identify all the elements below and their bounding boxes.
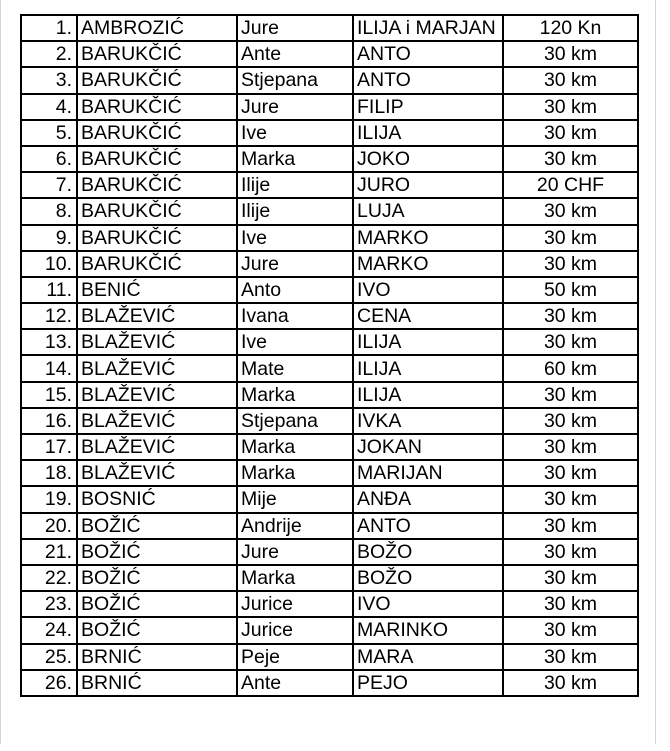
father-name-cell[interactable]: Peje (237, 644, 353, 670)
surname-cell[interactable]: BOSNIĆ (77, 486, 237, 512)
first-name-cell[interactable]: IVO (353, 591, 503, 617)
first-name-cell[interactable]: ANTO (353, 513, 503, 539)
table-row (21, 355, 638, 381)
table-row (21, 408, 638, 434)
surname-cell[interactable]: BLAŽEVIĆ (77, 382, 237, 408)
table-row (21, 15, 638, 41)
row-number-cell[interactable]: 20. (21, 513, 77, 539)
row-number-cell[interactable]: 7. (21, 172, 77, 198)
father-name-cell[interactable]: Ilije (237, 172, 353, 198)
father-name-cell[interactable]: Stjepana (237, 67, 353, 93)
first-name-cell[interactable]: JOKAN (353, 434, 503, 460)
row-number-cell[interactable]: 26. (21, 670, 77, 696)
gridline-right (655, 0, 656, 751)
father-name-cell[interactable]: Marka (237, 146, 353, 172)
father-name-cell[interactable]: Ante (237, 41, 353, 67)
table-row (21, 277, 638, 303)
table-row (21, 539, 638, 565)
row-number-cell[interactable]: 11. (21, 277, 77, 303)
amount-cell[interactable]: 30 km (503, 146, 638, 172)
donor-table-body (21, 15, 638, 696)
amount-cell[interactable]: 30 km (503, 565, 638, 591)
surname-cell[interactable]: BARUKČIĆ (77, 67, 237, 93)
amount-cell[interactable]: 30 km (503, 644, 638, 670)
first-name-cell[interactable]: ANTO (353, 41, 503, 67)
surname-cell[interactable]: BENIĆ (77, 277, 237, 303)
surname-cell[interactable]: BARUKČIĆ (77, 225, 237, 251)
table-row (21, 146, 638, 172)
table-row (21, 94, 638, 120)
row-number-cell[interactable]: 6. (21, 146, 77, 172)
row-number-cell[interactable]: 12. (21, 303, 77, 329)
amount-cell[interactable]: 30 km (503, 120, 638, 146)
amount-cell[interactable]: 30 km (503, 591, 638, 617)
table-row (21, 434, 638, 460)
table-row (21, 565, 638, 591)
row-number-cell[interactable]: 19. (21, 486, 77, 512)
surname-cell[interactable]: BOŽIĆ (77, 565, 237, 591)
table-row (21, 670, 638, 696)
surname-cell[interactable]: BLAŽEVIĆ (77, 434, 237, 460)
amount-cell[interactable]: 30 km (503, 670, 638, 696)
row-number-cell[interactable]: 8. (21, 198, 77, 224)
amount-cell[interactable]: 20 CHF (503, 172, 638, 198)
first-name-cell[interactable]: ILIJA (353, 355, 503, 381)
father-name-cell[interactable]: Marka (237, 460, 353, 486)
surname-cell[interactable]: BARUKČIĆ (77, 251, 237, 277)
surname-cell[interactable]: BARUKČIĆ (77, 120, 237, 146)
surname-cell[interactable]: BOŽIĆ (77, 513, 237, 539)
amount-cell[interactable]: 30 km (503, 41, 638, 67)
table-row (21, 120, 638, 146)
amount-cell[interactable]: 30 km (503, 539, 638, 565)
table-row (21, 591, 638, 617)
surname-cell[interactable]: BLAŽEVIĆ (77, 460, 237, 486)
first-name-cell[interactable]: MARA (353, 644, 503, 670)
row-number-cell[interactable]: 24. (21, 617, 77, 643)
father-name-cell[interactable]: Jure (237, 251, 353, 277)
first-name-cell[interactable]: ILIJA (353, 329, 503, 355)
surname-cell[interactable]: BRNIĆ (77, 644, 237, 670)
amount-cell[interactable]: 30 km (503, 513, 638, 539)
father-name-cell[interactable]: Marka (237, 382, 353, 408)
row-number-cell[interactable]: 4. (21, 94, 77, 120)
first-name-cell[interactable]: MARKO (353, 225, 503, 251)
father-name-cell[interactable]: Mate (237, 355, 353, 381)
father-name-cell[interactable]: Mije (237, 486, 353, 512)
table-row (21, 198, 638, 224)
surname-cell[interactable]: BOŽIĆ (77, 539, 237, 565)
father-name-cell[interactable]: Jure (237, 15, 353, 41)
row-number-cell[interactable]: 9. (21, 225, 77, 251)
surname-cell[interactable]: BARUKČIĆ (77, 172, 237, 198)
first-name-cell[interactable]: ANTO (353, 67, 503, 93)
first-name-cell[interactable]: IVO (353, 277, 503, 303)
donor-table (20, 14, 639, 697)
father-name-cell[interactable]: Ante (237, 670, 353, 696)
first-name-cell[interactable]: MARKO (353, 251, 503, 277)
table-row (21, 513, 638, 539)
amount-cell[interactable]: 30 km (503, 434, 638, 460)
father-name-cell[interactable]: Ive (237, 225, 353, 251)
first-name-cell[interactable]: BOŽO (353, 565, 503, 591)
amount-cell[interactable]: 30 km (503, 198, 638, 224)
row-number-cell[interactable]: 25. (21, 644, 77, 670)
row-number-cell[interactable]: 3. (21, 67, 77, 93)
first-name-cell[interactable]: ILIJA (353, 120, 503, 146)
father-name-cell[interactable]: Ive (237, 329, 353, 355)
surname-cell[interactable]: BARUKČIĆ (77, 94, 237, 120)
father-name-cell[interactable]: Stjepana (237, 408, 353, 434)
row-number-cell[interactable]: 1. (21, 15, 77, 41)
table-row (21, 460, 638, 486)
table-row (21, 617, 638, 643)
first-name-cell[interactable]: ANĐA (353, 486, 503, 512)
table-row (21, 303, 638, 329)
table-row (21, 329, 638, 355)
amount-cell[interactable]: 30 km (503, 617, 638, 643)
row-number-cell[interactable]: 18. (21, 460, 77, 486)
gridline-left (0, 0, 1, 751)
surname-cell[interactable]: BLAŽEVIĆ (77, 329, 237, 355)
row-number-cell[interactable]: 23. (21, 591, 77, 617)
row-number-cell[interactable]: 10. (21, 251, 77, 277)
surname-cell[interactable]: BLAŽEVIĆ (77, 408, 237, 434)
row-number-cell[interactable]: 22. (21, 565, 77, 591)
row-number-cell[interactable]: 13. (21, 329, 77, 355)
father-name-cell[interactable]: Ive (237, 120, 353, 146)
amount-cell[interactable]: 30 km (503, 486, 638, 512)
row-number-cell[interactable]: 17. (21, 434, 77, 460)
surname-cell[interactable]: BARUKČIĆ (77, 198, 237, 224)
first-name-cell[interactable]: ILIJA i MARJAN (353, 15, 503, 41)
surname-cell[interactable]: BARUKČIĆ (77, 146, 237, 172)
table-row (21, 486, 638, 512)
amount-cell[interactable]: 30 km (503, 225, 638, 251)
first-name-cell[interactable]: FILIP (353, 94, 503, 120)
surname-cell[interactable]: BARUKČIĆ (77, 41, 237, 67)
amount-cell[interactable]: 30 km (503, 382, 638, 408)
row-number-cell[interactable]: 2. (21, 41, 77, 67)
amount-cell[interactable]: 30 km (503, 460, 638, 486)
amount-cell[interactable]: 30 km (503, 303, 638, 329)
first-name-cell[interactable]: JURO (353, 172, 503, 198)
amount-cell[interactable]: 60 km (503, 355, 638, 381)
father-name-cell[interactable]: Marka (237, 565, 353, 591)
surname-cell[interactable]: BLAŽEVIĆ (77, 355, 237, 381)
first-name-cell[interactable]: IVKA (353, 408, 503, 434)
table-row (21, 41, 638, 67)
father-name-cell[interactable]: Marka (237, 434, 353, 460)
father-name-cell[interactable]: Jure (237, 94, 353, 120)
amount-cell[interactable]: 30 km (503, 94, 638, 120)
row-number-cell[interactable]: 16. (21, 408, 77, 434)
first-name-cell[interactable]: JOKO (353, 146, 503, 172)
first-name-cell[interactable]: PEJO (353, 670, 503, 696)
table-row (21, 251, 638, 277)
father-name-cell[interactable]: Jurice (237, 617, 353, 643)
table-row (21, 225, 638, 251)
sheet-bottom-edge (0, 744, 670, 751)
amount-cell[interactable]: 30 km (503, 408, 638, 434)
amount-cell[interactable]: 50 km (503, 277, 638, 303)
table-row (21, 382, 638, 408)
row-number-cell[interactable]: 5. (21, 120, 77, 146)
father-name-cell[interactable]: Ivana (237, 303, 353, 329)
surname-cell[interactable]: BOŽIĆ (77, 591, 237, 617)
row-number-cell[interactable]: 15. (21, 382, 77, 408)
amount-cell[interactable]: 30 km (503, 329, 638, 355)
amount-cell[interactable]: 30 km (503, 67, 638, 93)
row-number-cell[interactable]: 21. (21, 539, 77, 565)
row-number-cell[interactable]: 14. (21, 355, 77, 381)
table-row (21, 644, 638, 670)
table-row (21, 172, 638, 198)
father-name-cell[interactable]: Ilije (237, 198, 353, 224)
father-name-cell[interactable]: Andrije (237, 513, 353, 539)
amount-cell[interactable]: 120 Kn (503, 15, 638, 41)
first-name-cell[interactable]: LUJA (353, 198, 503, 224)
first-name-cell[interactable]: BOŽO (353, 539, 503, 565)
first-name-cell[interactable]: ILIJA (353, 382, 503, 408)
father-name-cell[interactable]: Anto (237, 277, 353, 303)
amount-cell[interactable]: 30 km (503, 251, 638, 277)
first-name-cell[interactable]: MARINKO (353, 617, 503, 643)
first-name-cell[interactable]: CENA (353, 303, 503, 329)
surname-cell[interactable]: BLAŽEVIĆ (77, 303, 237, 329)
surname-cell[interactable]: AMBROZIĆ (77, 15, 237, 41)
father-name-cell[interactable]: Jure (237, 539, 353, 565)
table-row (21, 67, 638, 93)
surname-cell[interactable]: BOŽIĆ (77, 617, 237, 643)
surname-cell[interactable]: BRNIĆ (77, 670, 237, 696)
first-name-cell[interactable]: MARIJAN (353, 460, 503, 486)
father-name-cell[interactable]: Jurice (237, 591, 353, 617)
